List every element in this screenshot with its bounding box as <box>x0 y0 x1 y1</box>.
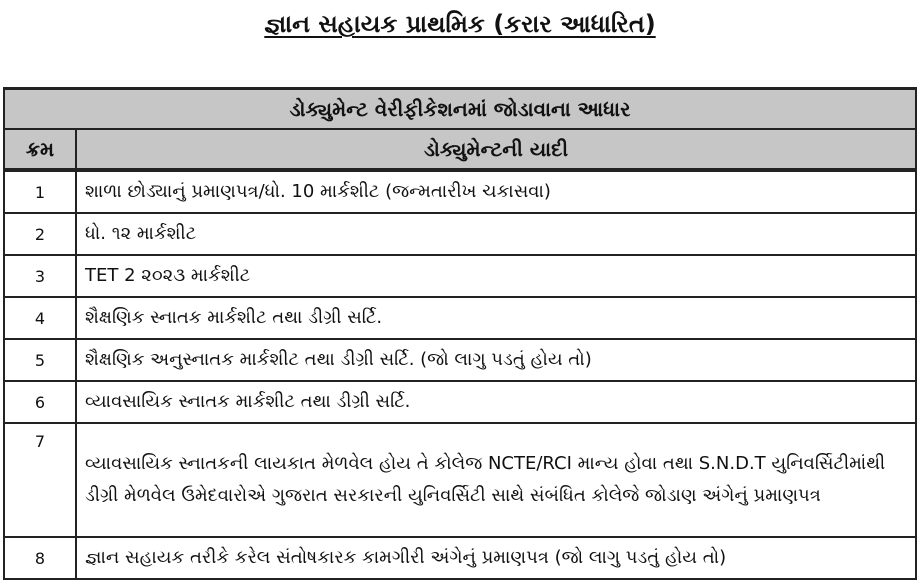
row-serial-number: 3 <box>4 255 76 297</box>
row-document-name: TET 2 ૨૦૨૩ માર્કશીટ <box>76 255 916 297</box>
row-document-name: શૈક્ષણિક અનુસ્નાતક માર્કશીટ તથા ડીગ્રી સર્ટિ. (જો લાગુ પડતું હોય તો) <box>76 339 916 381</box>
table-row <box>4 213 916 255</box>
row-serial-number: 6 <box>4 381 76 423</box>
row-document-name: વ્યાવસાયિક સ્નાતક માર્કશીટ તથા ડીગ્રી સર્ટિ. <box>76 381 916 423</box>
table-banner: ડોક્યુમેન્ટ વેરીફીકેશનમાં જોડાવાના આધાર <box>4 89 916 130</box>
header-serial-number: ક્રમ <box>4 129 76 170</box>
page-title: જ્ઞાન સહાયક પ્રાથમિક (કરાર આધારિત) <box>264 10 656 38</box>
row-serial-number: 8 <box>4 537 76 579</box>
table-header-row <box>4 129 916 170</box>
row-serial-number: 5 <box>4 339 76 381</box>
table-row <box>4 381 916 423</box>
table-banner-row <box>4 89 916 130</box>
row-serial-number: 1 <box>4 170 76 213</box>
row-document-name: ધો. ૧૨ માર્કશીટ <box>76 213 916 255</box>
row-document-name: શાળા છોડ્યાનું પ્રમાણપત્ર/ધો. 10 માર્કશીટ (જન્મતારીખ ચકાસવા) <box>76 170 916 213</box>
table-row <box>4 423 916 537</box>
table-row <box>4 255 916 297</box>
document-list-table <box>3 87 917 580</box>
table-row <box>4 170 916 213</box>
header-document-list: ડોક્યુમેન્ટની યાદી <box>76 129 916 170</box>
row-document-name: વ્યાવસાયિક સ્નાતકની લાયકાત મેળવેલ હોય તે કોલેજ NCTE/RCI માન્ય હોવા તથા S.N.D.T યુનિવર્સિટીમાંથી ડીગ્રી મેળવેલ ઉમેદવારોએ ગુજરાત સરકારની યુનિવર્સિટી સાથે સંબંધિત કોલેજે જોડાણ અંગેનું પ્રમાણપત્ર <box>76 423 916 537</box>
table-row <box>4 537 916 579</box>
table-row <box>4 339 916 381</box>
row-document-name: જ્ઞાન સહાયક તરીકે કરેલ સંતોષકારક કામગીરી અંગેનું પ્રમાણપત્ર (જો લાગુ પડતું હોય તો) <box>76 537 916 579</box>
row-document-name: શૈક્ષણિક સ્નાતક માર્કશીટ તથા ડીગ્રી સર્ટિ. <box>76 297 916 339</box>
row-serial-number: 4 <box>4 297 76 339</box>
table-row <box>4 297 916 339</box>
row-serial-number: 7 <box>4 423 76 537</box>
row-serial-number: 2 <box>4 213 76 255</box>
